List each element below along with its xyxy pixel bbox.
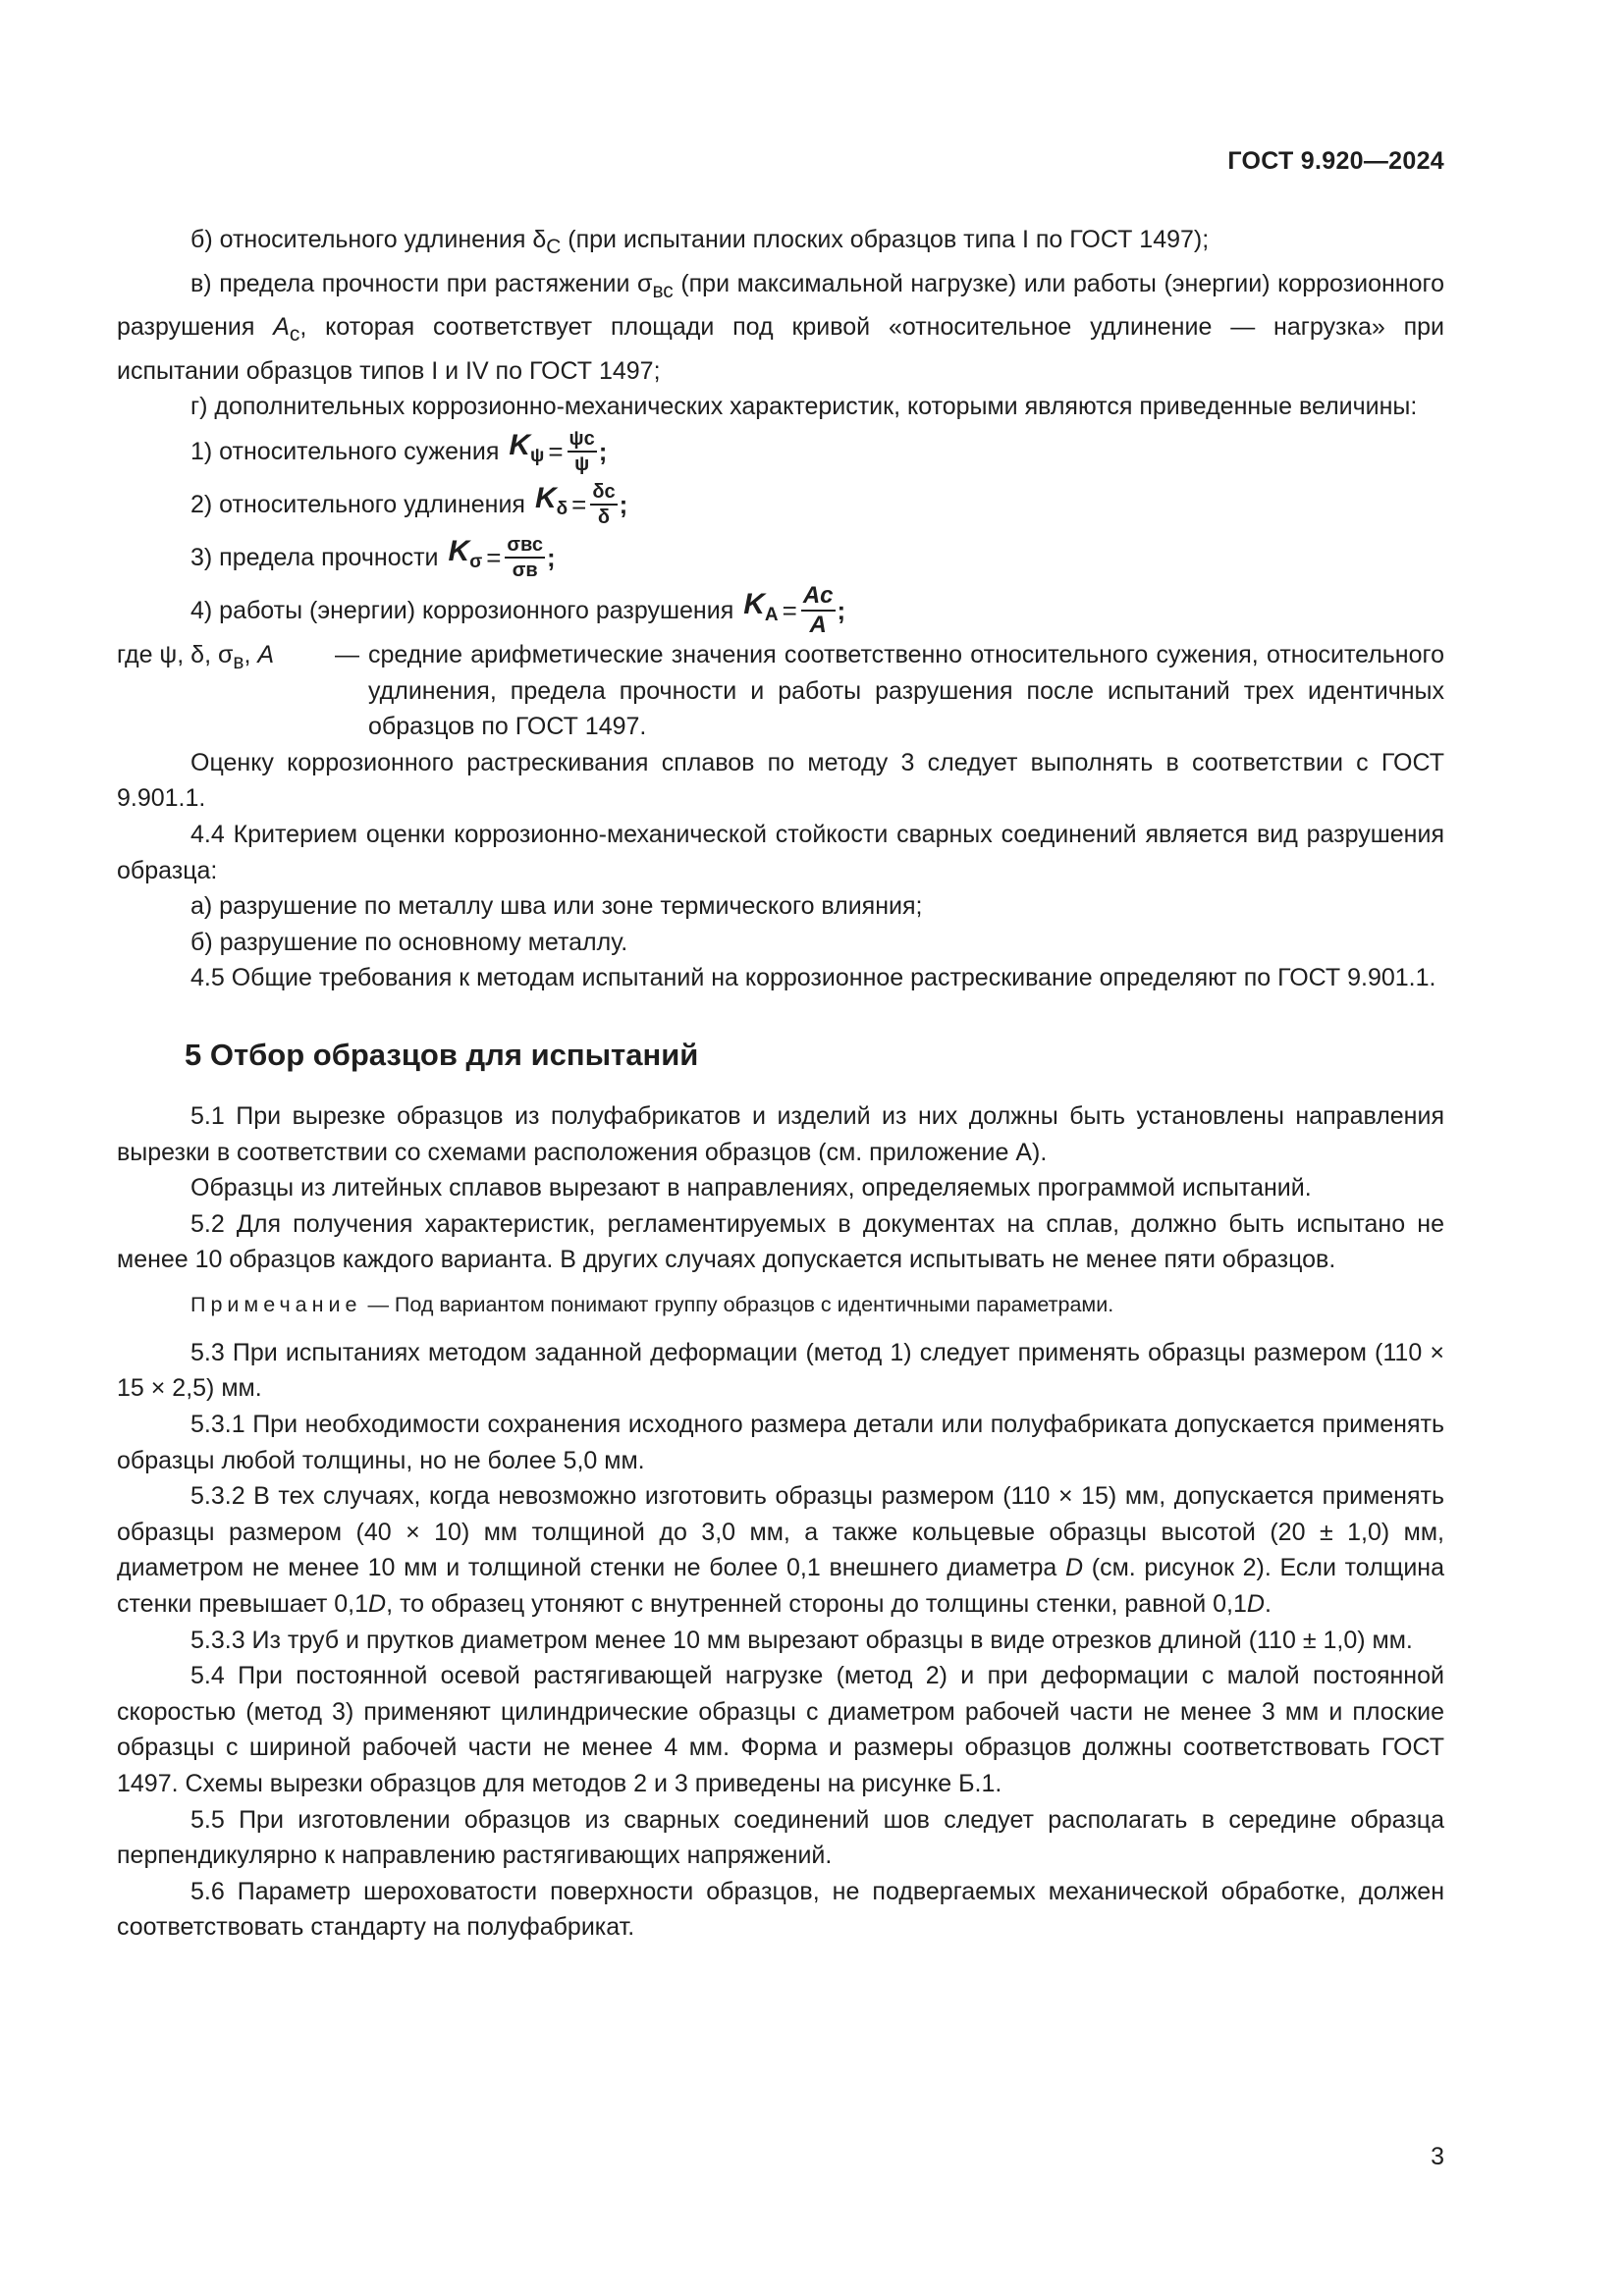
note-text: — Под вариантом понимают группу образцов с идентичными параметрами.: [367, 1292, 1114, 1316]
paragraph: 4.4 Критерием оценки коррозионно-механической стойкости сварных соединений является вид разрушения образца:: [117, 820, 1444, 884]
formula-k-a: $K_A$ = $\frac{Ac}{A}$ ;: [743, 581, 846, 638]
formula-line-4: [190, 581, 1444, 638]
formula-label: 2) относительного удлинения: [190, 490, 525, 518]
where-dash: —: [335, 640, 359, 668]
paragraph: 5.6 Параметр шероховатости поверхности образцов, не подвергаемых механической обработке, должен соответствовать стандарту на полуфабрикат.: [117, 1877, 1444, 1942]
where-clause: [117, 637, 1444, 745]
formula-k-sigma: $K_\sigma$ = $\frac{\text{σвс}}{\sigma в}$ ;: [448, 533, 556, 581]
document-id: ГОСТ 9.920—2024: [1227, 147, 1444, 175]
list-item-g: г) дополнительных коррозионно-механических характеристик, которыми являются приведенные величины:: [190, 393, 1418, 421]
paragraph: 5.2 Для получения характеристик, регламентируемых в документах на сплав, должно быть испытано не менее 10 образцов каждого варианта. В других случаях допускается испытывать не менее пяти образцов.: [117, 1209, 1444, 1274]
paragraph: 5.3.2 В тех случаях, когда невозможно изготовить образцы размером (110 × 15) мм, допускается применять образцы размером (40 × 10) мм толщиной до 3,0 мм, а также кольцевые образцы высотой (20 ± 1,0) мм, диаметром не менее 10 мм и толщиной стенки не более 0,1 внешнего диаметра D (см. рисунок 2). Если толщина стенки превышает 0,1D, то образец утоняют с внутренней стороны до толщины стенки, равной 0,1D.: [117, 1482, 1444, 1619]
formula-k-delta: $K_\delta$ = $\frac{\delta c}{\delta}$ ;: [534, 480, 628, 528]
paragraph: 5.3.3 Из труб и прутков диаметром менее 10 мм вырезают образцы в виде отрезков длиной (110 ± 1,0) мм.: [190, 1626, 1413, 1654]
formula-label: 1) относительного сужения: [190, 437, 500, 465]
paragraph: 5.3.1 При необходимости сохранения исходного размера детали или полуфабриката допускается применять образцы любой толщины, но не более 5,0 мм.: [117, 1411, 1444, 1474]
formula-label: 3) предела прочности: [190, 543, 439, 571]
note: [117, 1288, 1444, 1321]
paragraph: 5.3 При испытаниях методом заданной деформации (метод 1) следует применять образцы размером (110 × 15 × 2,5) мм.: [117, 1338, 1444, 1403]
page-content: [117, 222, 1444, 1946]
paragraph: б) разрушение по основному металлу.: [190, 928, 628, 956]
section-heading: 5 Отбор образцов для испытаний: [185, 1037, 699, 1072]
formula-line-3: [190, 531, 1444, 584]
note-label: Примечание: [190, 1292, 362, 1316]
page-number: 3: [1431, 2143, 1444, 2170]
formula-k-psi: $K_\psi$ = $\frac{\psi c}{\psi}$ ;: [509, 427, 608, 475]
paragraph: Образцы из литейных сплавов вырезают в направлениях, определяемых программой испытаний.: [190, 1174, 1312, 1202]
paragraph: а) разрушение по металлу шва или зоне термического влияния;: [190, 892, 923, 921]
formula-label: 4) работы (энергии) коррозионного разрушения: [190, 596, 734, 624]
paragraph: Оценку коррозионного растрескивания сплавов по методу 3 следует выполнять в соответствии с ГОСТ 9.901.1.: [117, 748, 1444, 813]
paragraph: 4.5 Общие требования к методам испытаний на коррозионное растрескивание определяют по ГОСТ 9.901.1.: [190, 964, 1436, 992]
where-text: средние арифметические значения соответственно относительного сужения, относительного удлинения, предела прочности и работы разрушения после испытаний трех идентичных образцов по ГОСТ 1497.: [368, 640, 1444, 741]
list-item-b: б) относительного удлинения $\delta_С$ (при испытании плоских образцов типа I по ГОСТ 1497);: [190, 226, 1210, 258]
formula-line-2: [190, 478, 1444, 531]
paragraph: 5.4 При постоянной осевой растягивающей нагрузке (метод 2) и при деформации с малой постоянной скоростью (метод 3) применяют цилиндрические образцы с диаметром рабочей части не менее 3 мм и плоские образцы с шириной рабочей части не менее 4 мм. Форма и размеры образцов должны соответствовать ГОСТ 1497. Схемы вырезки образцов для методов 2 и 3 приведены на рисунке Б.1.: [117, 1662, 1444, 1797]
list-item-v: в) предела прочности при растяжении $\sigma_{вс}$ (при максимальной нагрузке) или работы (энергии) коррозионного разрушения $A_с$, которая соответствует площади под кривой «относительное удлинение — нагрузка» при испытании образцов типов I и IV по ГОСТ 1497;: [117, 269, 1444, 385]
where-label: где ψ, δ, $\sigma_в$, A: [117, 640, 275, 673]
formula-line-1: [190, 425, 1444, 478]
paragraph: 5.1 При вырезке образцов из полуфабрикатов и изделий из них должны быть установлены направления вырезки в соответствии со схемами расположения образцов (см. приложение А).: [117, 1101, 1444, 1166]
paragraph: 5.5 При изготовлении образцов из сварных соединений шов следует располагать в середине образца перпендикулярно к направлению растягивающих напряжений.: [117, 1805, 1444, 1870]
